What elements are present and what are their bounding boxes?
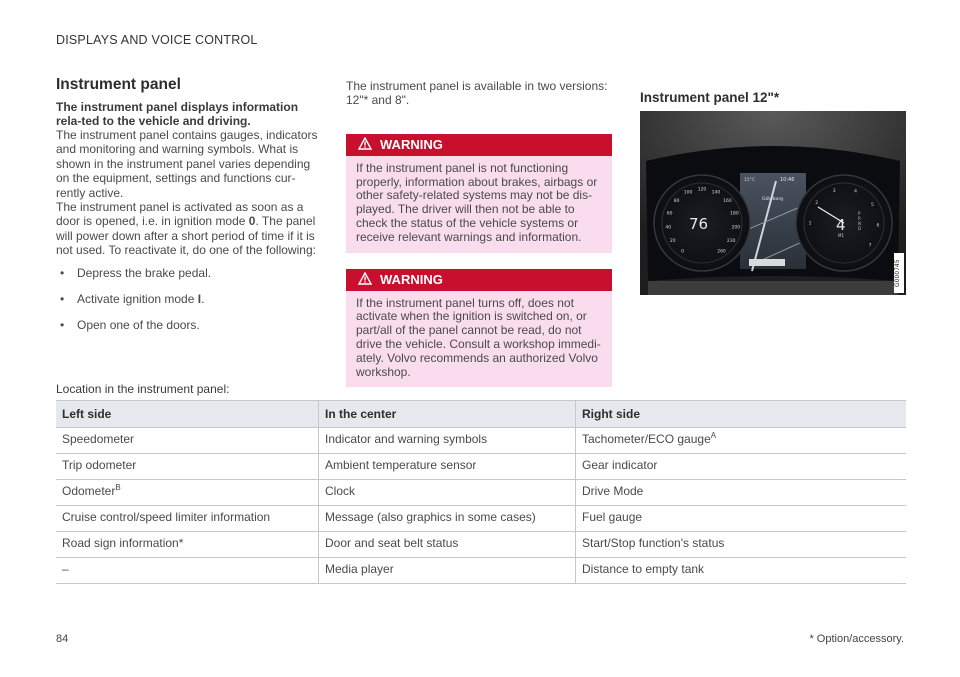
table-row <box>56 532 906 558</box>
table-cell: Message (also graphics in some cases) <box>319 506 576 532</box>
speed-tick-label: 120 <box>697 187 707 193</box>
rpm-tick-label: 7 <box>868 243 872 249</box>
table-cell: Door and seat belt status <box>319 532 576 558</box>
list-item-text: Depress the brake pedal. <box>77 265 212 280</box>
page-number: 84 <box>56 633 69 645</box>
rpm-tick-label: 6 <box>876 223 880 229</box>
gear-letter: R <box>858 216 861 221</box>
table-cell <box>576 428 907 454</box>
table-caption: Location in the instrument panel: <box>56 382 230 396</box>
section-header: DISPLAYS AND VOICE CONTROL <box>56 33 258 47</box>
footnote-marker-b: B <box>115 483 121 492</box>
warning-label: WARNING <box>380 137 443 153</box>
speed-tick-label: 260 <box>717 249 726 255</box>
column-middle <box>346 79 612 387</box>
instrument-panel-image <box>640 111 906 295</box>
table-row <box>56 558 906 584</box>
ignition-mode-I: I <box>197 291 202 306</box>
speed-tick-label: 230 <box>726 238 736 244</box>
image-id: G000745 <box>894 253 904 293</box>
column-left <box>56 76 322 344</box>
warning-text: If the instrument panel turns off, does not activate when the ignition is switched on, or part/all of the panel cannot be read, do not drive the vehicle. Consult a workshop immedi-ately. Volvo recommends an authorized Volvo workshop. <box>356 295 601 379</box>
gear-readout: 4 <box>836 216 846 234</box>
footer-note: * Option/accessory. <box>809 633 904 645</box>
activation-text: The instrument panel is activated as soon as a door is opened, i.e. in ignition mode <box>56 200 304 229</box>
rpm-tick-label: 5 <box>870 202 874 208</box>
instrument-panel-illustration <box>640 111 906 295</box>
list-item-text: Open one of the doors. <box>77 317 200 332</box>
lead-paragraph: The instrument panel displays information rela-ted to the vehicle and driving. <box>56 100 299 128</box>
column-header-right: Right side <box>576 401 907 428</box>
clock-readout: 10:46 <box>780 177 795 183</box>
figure-heading: Instrument panel 12"* <box>640 90 780 105</box>
gear-letter: D <box>858 226 862 231</box>
speed-tick-label: 160 <box>723 198 732 204</box>
speed-tick-label: 0 <box>681 249 684 255</box>
table-cell: Trip odometer <box>56 454 319 480</box>
table-cell: Speedometer <box>56 428 319 454</box>
table-cell: Ambient temperature sensor <box>319 454 576 480</box>
table-cell: Fuel gauge <box>576 506 907 532</box>
footnote-marker-a: A <box>710 431 717 440</box>
rpm-tick-label: 3 <box>832 188 836 194</box>
warning-header <box>346 134 612 156</box>
bullet-icon: • <box>60 265 65 280</box>
gear-letter: P <box>858 211 861 216</box>
speed-tick-label: 40 <box>665 225 672 231</box>
rpm-tick-label: 4 <box>854 189 858 195</box>
list-item <box>56 266 322 280</box>
table-cell <box>56 480 319 506</box>
speed-tick-label: 20 <box>669 238 676 244</box>
speed-tick-label: 60 <box>666 211 673 217</box>
bullet-icon: • <box>60 317 65 332</box>
location-table <box>56 400 906 584</box>
map-city-label: Göteborg <box>762 197 784 202</box>
speed-tick-label: 80 <box>673 198 680 204</box>
table-cell: Distance to empty tank <box>576 558 907 584</box>
warning-box <box>346 269 612 388</box>
table-cell: Clock <box>319 480 576 506</box>
table-cell: Gear indicator <box>576 454 907 480</box>
list-item <box>56 318 322 332</box>
list-item <box>56 292 322 306</box>
table-cell: Media player <box>319 558 576 584</box>
ignition-mode-0: 0 <box>248 214 256 229</box>
rpm-tick-label: 2 <box>815 201 819 207</box>
drive-mode-readout: M1 <box>838 233 844 238</box>
speed-tick-label: 200 <box>731 225 741 231</box>
speed-tick-label: 140 <box>711 190 721 196</box>
table-row <box>56 428 906 454</box>
column-right <box>640 90 908 295</box>
activation-paragraph <box>56 200 322 258</box>
warning-triangle-icon <box>358 272 372 287</box>
speed-tick-label: 180 <box>730 211 739 217</box>
intro-paragraph: The instrument panel contains gauges, indicators and monitoring and warning symbols. What is shown in the instrument panel varies depending on the equipment, settings and functions cur-rently active. <box>56 128 318 200</box>
table-row <box>56 454 906 480</box>
bullet-icon: • <box>60 291 65 306</box>
warning-text: If the instrument panel is not functioning properly, information about brakes, airbags or other safety-related systems may not be dis-played. The driver will then not be able to check the status of the vehicle systems or receive relevant warnings and information. <box>356 160 598 244</box>
column-header-center: In the center <box>319 401 576 428</box>
table-cell: Road sign information* <box>56 532 319 558</box>
page-title: Instrument panel <box>56 76 181 93</box>
speed-tick-label: 100 <box>683 190 693 196</box>
list-item-text: Activate ignition mode <box>77 291 198 306</box>
table-cell: Indicator and warning symbols <box>319 428 576 454</box>
rpm-tick-label: 1 <box>808 221 812 227</box>
table-cell: Cruise control/speed limiter information <box>56 506 319 532</box>
table-row <box>56 506 906 532</box>
warning-label: WARNING <box>380 272 443 288</box>
activation-text-end: . The panel will power down after a short period of time if it is not used. To reactivate it, do one of the following: <box>56 214 316 258</box>
table-row <box>56 480 906 506</box>
warning-triangle-icon <box>358 137 372 152</box>
temperature-readout: 15°C <box>744 178 756 183</box>
gear-letter: N <box>858 221 861 226</box>
table-cell: Drive Mode <box>576 480 907 506</box>
table-cell-text: Odometer <box>62 484 116 498</box>
reactivation-list <box>56 266 322 332</box>
table-header-row <box>56 401 906 428</box>
table-cell-text: Tachometer/ECO gauge <box>582 432 711 446</box>
table-cell: – <box>56 558 319 584</box>
column-header-left: Left side <box>56 401 319 428</box>
list-item-text-end: . <box>201 291 205 306</box>
table-cell: Start/Stop function's status <box>576 532 907 558</box>
speed-readout: 76 <box>689 215 709 233</box>
versions-paragraph: The instrument panel is available in two versions: 12"* and 8". <box>346 79 608 108</box>
warning-header <box>346 269 612 291</box>
warning-box <box>346 134 612 253</box>
